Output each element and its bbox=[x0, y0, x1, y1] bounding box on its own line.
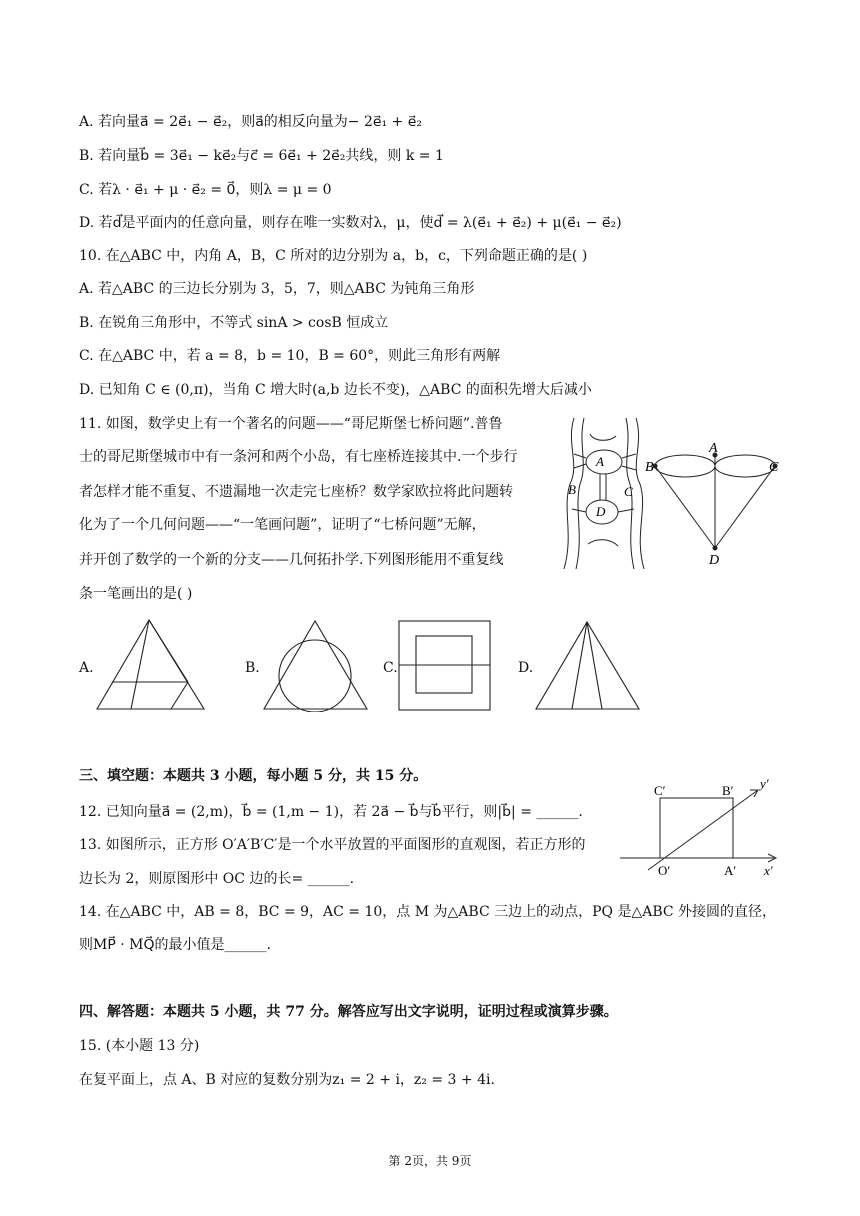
q11-line-1: 11. 如图，数学史上有一个著名的问题——“哥尼斯堡七桥问题”.普鲁 bbox=[79, 416, 503, 432]
section-4-heading: 四、解答题：本题共 5 小题，共 77 分。解答应写出文字说明，证明过程或演算步骤。 bbox=[79, 1004, 618, 1020]
q11-option-a-figure bbox=[95, 618, 207, 712]
q13-label-o: O′ bbox=[658, 863, 671, 878]
q13-label-c: C′ bbox=[654, 783, 666, 798]
q13-label-y: y′ bbox=[760, 776, 769, 791]
map-label-a: A bbox=[596, 454, 604, 469]
q11-line-4: 化为了一个几何问题——“一笔画问题”，证明了“七桥问题”无解， bbox=[79, 517, 486, 533]
q12-text: 12. 已知向量a⃗ = (2,m)，b⃗ = (1,m − 1)，若 2a⃗ − b⃗与b⃗平行，则|b⃗| = ______. bbox=[79, 804, 583, 820]
q11-option-d-label: D. bbox=[518, 660, 534, 676]
q13-line-2: 边长为 2，则原图形中 OC 边的长= ______. bbox=[79, 871, 355, 887]
q10-option-c: C. 在△ABC 中，若 a = 8，b = 10，B = 60°，则此三角形有两解 bbox=[79, 348, 501, 364]
q10-option-a: A. 若△ABC 的三边长分别为 3，5，7，则△ABC 为钝角三角形 bbox=[79, 281, 475, 297]
q11-option-a-label: A. bbox=[79, 660, 94, 676]
q14-line-1: 14. 在△ABC 中，AB = 8，BC = 9，AC = 10，点 M 为△ABC 三边上的动点，PQ 是△ABC 外接圆的直径， bbox=[79, 904, 777, 920]
q13-label-a: A′ bbox=[724, 863, 737, 878]
section-3-heading: 三、填空题：本题共 3 小题，每小题 5 分，共 15 分。 bbox=[79, 768, 428, 784]
graph-label-a: A bbox=[709, 441, 718, 456]
q13-line-1: 13. 如图所示，正方形 O′A′B′C′是一个水平放置的平面图形的直观图，若正方形的 bbox=[79, 837, 586, 853]
q14-line-2: 则MP⃗ · MQ⃗的最小值是______. bbox=[79, 937, 271, 953]
graph-label-b: B bbox=[645, 460, 654, 475]
q13-label-b: B′ bbox=[722, 783, 734, 798]
q10-option-d: D. 已知角 C ∈ (0,π)，当角 C 增大时(a,b 边长不变)，△ABC 的面积先增大后减小 bbox=[79, 382, 592, 398]
q11-line-2: 士的哥尼斯堡城市中有一条河和两个小岛，有七座桥连接其中.一个步行 bbox=[79, 449, 518, 465]
q11-option-c-figure bbox=[398, 620, 492, 712]
q15-title: 15. (本小题 13 分) bbox=[79, 1038, 200, 1054]
q11-line-3: 者怎样才能不重复、不遗漏地一次走完七座桥？数学家欧拉将此问题转 bbox=[79, 484, 513, 500]
q9-option-c: C. 若λ · e⃗₁ + μ · e⃗₂ = 0⃗，则λ = μ = 0 bbox=[79, 182, 332, 198]
q11-option-d-figure bbox=[534, 620, 642, 712]
graph-label-c: C bbox=[769, 460, 779, 475]
map-label-c: C bbox=[624, 484, 633, 499]
q10-stem: 10. 在△ABC 中，内角 A，B，C 所对的边分别为 a，b，c，下列命题正确的是( ) bbox=[79, 248, 588, 264]
q11-line-5: 并开创了数学的一个新的分支——几何拓扑学.下列图形能用不重复线 bbox=[79, 552, 504, 568]
page-footer: 第 2页，共 9页 bbox=[388, 1154, 472, 1168]
map-label-d: D bbox=[596, 504, 606, 519]
q11-option-c-label: C. bbox=[383, 660, 398, 676]
q9-option-d: D. 若d⃗是平面内的任意向量，则存在唯一实数对λ，μ，使d⃗ = λ(e⃗₁ + e⃗₂) + μ(e⃗₁ − e⃗₂) bbox=[79, 215, 622, 231]
euler-graph-figure bbox=[645, 440, 785, 565]
q11-option-b-figure bbox=[262, 618, 370, 712]
map-label-b: B bbox=[568, 482, 576, 497]
q11-option-b-label: B. bbox=[245, 660, 260, 676]
graph-label-d: D bbox=[709, 553, 720, 565]
q10-option-b: B. 在锐角三角形中，不等式 sinA > cosB 恒成立 bbox=[79, 315, 389, 331]
q11-line-6: 条一笔画出的是( ) bbox=[79, 586, 193, 602]
q15-text: 在复平面上，点 A、B 对应的复数分别为z₁ = 2 + i，z₂ = 3 + 4i. bbox=[79, 1072, 495, 1088]
q13-figure bbox=[618, 776, 784, 880]
konigsberg-map-figure bbox=[560, 414, 650, 574]
q13-label-x: x′ bbox=[764, 863, 773, 878]
q9-option-a: A. 若向量a⃗ = 2e⃗₁ − e⃗₂，则a⃗的相反向量为− 2e⃗₁ + e⃗₂ bbox=[79, 114, 422, 130]
q9-option-b: B. 若向量b⃗ = 3e⃗₁ − ke⃗₂与c⃗ = 6e⃗₁ + 2e⃗₂共线，则 k = 1 bbox=[79, 148, 444, 164]
